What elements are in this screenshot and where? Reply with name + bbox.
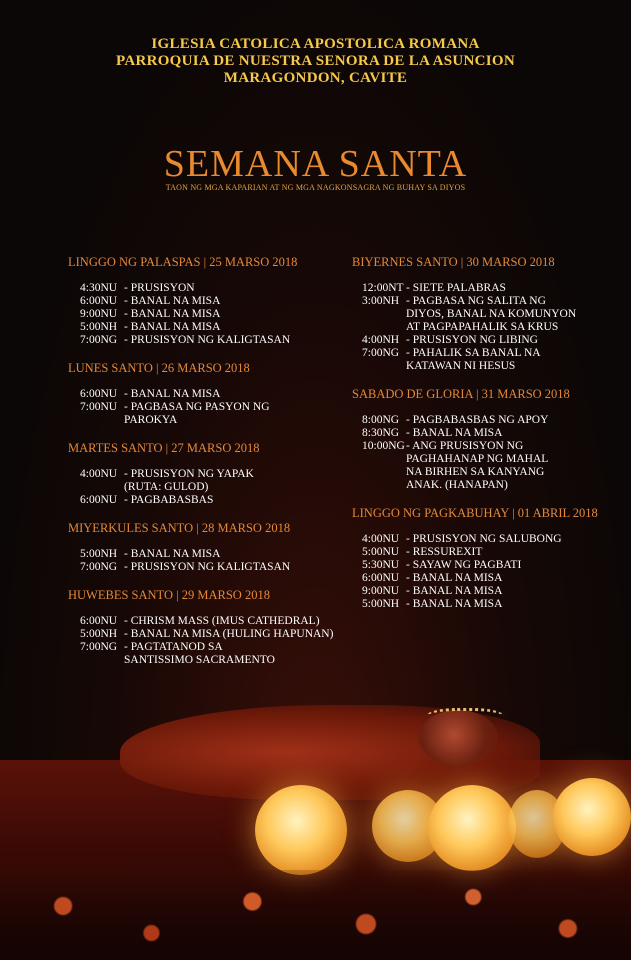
event-description: - PRUSISYON NG YAPAK (RUTA: GULOD): [124, 468, 254, 493]
schedule-event: [352, 414, 631, 427]
event-description: - BANAL NA MISA: [124, 321, 221, 333]
event-description: - BANAL NA MISA: [124, 308, 221, 320]
schedule-day: [352, 387, 631, 492]
event-time: 6:00NU: [362, 572, 400, 584]
event-description: - PRUSISYON NG KALIGTASAN: [124, 561, 291, 573]
event-time: 8:00NG: [362, 414, 400, 426]
schedule-event: [352, 598, 631, 611]
event-time: 5:00NH: [80, 321, 118, 333]
schedule-event: [68, 561, 368, 574]
schedule-event: [352, 546, 631, 559]
event-time: 9:00NU: [80, 308, 118, 320]
event-description: - BANAL NA MISA: [406, 572, 503, 584]
event-description: - PAGBABASBAS: [124, 494, 214, 506]
event-time: 4:00NU: [362, 533, 400, 545]
schedule-event: [352, 440, 631, 492]
lamp-globe-5: [553, 778, 631, 856]
day-title: LINGGO NG PAGKABUHAY | 01 ABRIL 2018: [352, 506, 598, 520]
event-time: 7:00NG: [80, 641, 118, 653]
schedule-day: [68, 361, 368, 427]
schedule-event: [352, 334, 631, 347]
event-time: 4:00NU: [80, 468, 118, 480]
page-subtitle: TAON NG MGA KAPARIAN AT NG MGA NAGKONSAGRA NG BUHAY SA DIYOS: [165, 183, 466, 192]
day-title: LUNES SANTO | 26 MARSO 2018: [68, 361, 250, 375]
schedule-event: [68, 401, 368, 427]
schedule-event: [68, 295, 368, 308]
event-time: 12:00NT: [362, 282, 404, 294]
schedule-event: [352, 347, 631, 373]
day-title: BIYERNES SANTO | 30 MARSO 2018: [352, 255, 555, 269]
schedule-event: [68, 641, 368, 667]
event-time: 7:00NG: [80, 334, 118, 346]
parish-header: [0, 36, 631, 87]
schedule-event: [352, 427, 631, 440]
event-description: - BANAL NA MISA: [124, 548, 221, 560]
day-title: SABADO DE GLORIA | 31 MARSO 2018: [352, 387, 570, 401]
schedule-event: [68, 628, 368, 641]
flower-arrangement: [0, 870, 631, 960]
event-time: 5:00NH: [80, 628, 118, 640]
event-description: - PAGBABASBAS NG APOY: [406, 414, 549, 426]
schedule-right-column: [352, 255, 631, 625]
event-description: - SAYAW NG PAGBATI: [406, 559, 522, 571]
page-title: SEMANA SANTA: [163, 143, 468, 185]
event-time: 5:00NU: [362, 546, 400, 558]
event-description: - BANAL NA MISA: [406, 585, 503, 597]
schedule-event: [68, 334, 368, 347]
event-description: - BANAL NA MISA (HULING HAPUNAN): [124, 628, 334, 640]
event-description: - ANG PRUSISYON NG PAGHAHANAP NG MAHAL NA BIRHEN SA KANYANG ANAK. (HANAPAN): [406, 440, 549, 491]
day-title: LINGGO NG PALASPAS | 25 MARSO 2018: [68, 255, 298, 269]
day-title: HUWEBES SANTO | 29 MARSO 2018: [68, 588, 270, 602]
schedule-day: [68, 255, 368, 347]
event-description: - BANAL NA MISA: [406, 598, 503, 610]
event-time: 5:00NH: [362, 598, 400, 610]
event-time: 5:30NU: [362, 559, 400, 571]
header-line-1: IGLESIA CATOLICA APOSTOLICA ROMANA: [151, 36, 480, 52]
event-description: - PRUSISYON: [124, 282, 195, 294]
schedule-event: [68, 468, 368, 494]
schedule-day: [352, 255, 631, 373]
schedule-event: [352, 295, 631, 334]
event-description: - BANAL NA MISA: [406, 427, 503, 439]
day-title: MARTES SANTO | 27 MARSO 2018: [68, 441, 260, 455]
schedule-event: [352, 559, 631, 572]
event-time: 10:00NG: [362, 440, 405, 452]
event-time: 7:00NG: [362, 347, 400, 359]
event-time: 6:00NU: [80, 494, 118, 506]
event-time: 9:00NU: [362, 585, 400, 597]
event-description: - PAGBASA NG PASYON NG PAROKYA: [124, 401, 270, 426]
schedule-event: [352, 572, 631, 585]
schedule-event: [352, 585, 631, 598]
event-time: 7:00NU: [80, 401, 118, 413]
lamp-globe-3: [428, 785, 516, 871]
event-description: - PRUSISYON NG KALIGTASAN: [124, 334, 291, 346]
schedule-left-column: [68, 255, 368, 681]
schedule-event: [68, 548, 368, 561]
schedule-day: [68, 588, 368, 667]
schedule-day: [352, 506, 631, 611]
event-description: - BANAL NA MISA: [124, 388, 221, 400]
schedule-event: [352, 282, 631, 295]
header-line-2: PARROQUIA DE NUESTRA SENORA DE LA ASUNCION: [115, 53, 516, 69]
schedule-day: [68, 521, 368, 574]
event-time: 5:00NH: [80, 548, 118, 560]
event-time: 7:00NG: [80, 561, 118, 573]
event-description: - PAHALIK SA BANAL NA KATAWAN NI HESUS: [406, 347, 541, 372]
event-description: - PAGTATANOD SA SANTISSIMO SACRAMENTO: [124, 641, 275, 666]
event-time: 6:00NU: [80, 295, 118, 307]
event-time: 4:00NH: [362, 334, 400, 346]
event-time: 6:00NU: [80, 388, 118, 400]
schedule-event: [68, 308, 368, 321]
schedule-event: [68, 321, 368, 334]
event-time: 4:30NU: [80, 282, 118, 294]
lamp-globe-1: [255, 785, 347, 875]
event-description: - PAGBASA NG SALITA NG DIYOS, BANAL NA KOMUNYON AT PAGPAPAHALIK SA KRUS: [406, 295, 577, 333]
day-title: MIYERKULES SANTO | 28 MARSO 2018: [68, 521, 291, 535]
event-description: - SIETE PALABRAS: [406, 282, 506, 294]
event-description: - RESSUREXIT: [406, 546, 483, 558]
event-description: - CHRISM MASS (IMUS CATHEDRAL): [124, 615, 320, 627]
schedule-event: [68, 615, 368, 628]
schedule-event: [68, 282, 368, 295]
event-time: 6:00NU: [80, 615, 118, 627]
schedule-day: [68, 441, 368, 507]
altar-scene-image: [0, 690, 631, 960]
event-description: - PRUSISYON NG SALUBONG: [406, 533, 562, 545]
schedule-event: [68, 494, 368, 507]
event-time: 8:30NG: [362, 427, 400, 439]
crown-icon: [426, 708, 504, 729]
event-description: - BANAL NA MISA: [124, 295, 221, 307]
schedule-event: [68, 388, 368, 401]
schedule-event: [352, 533, 631, 546]
header-line-3: MARAGONDON, CAVITE: [223, 70, 408, 86]
event-time: 3:00NH: [362, 295, 400, 307]
event-description: - PRUSISYON NG LIBING: [406, 334, 538, 346]
